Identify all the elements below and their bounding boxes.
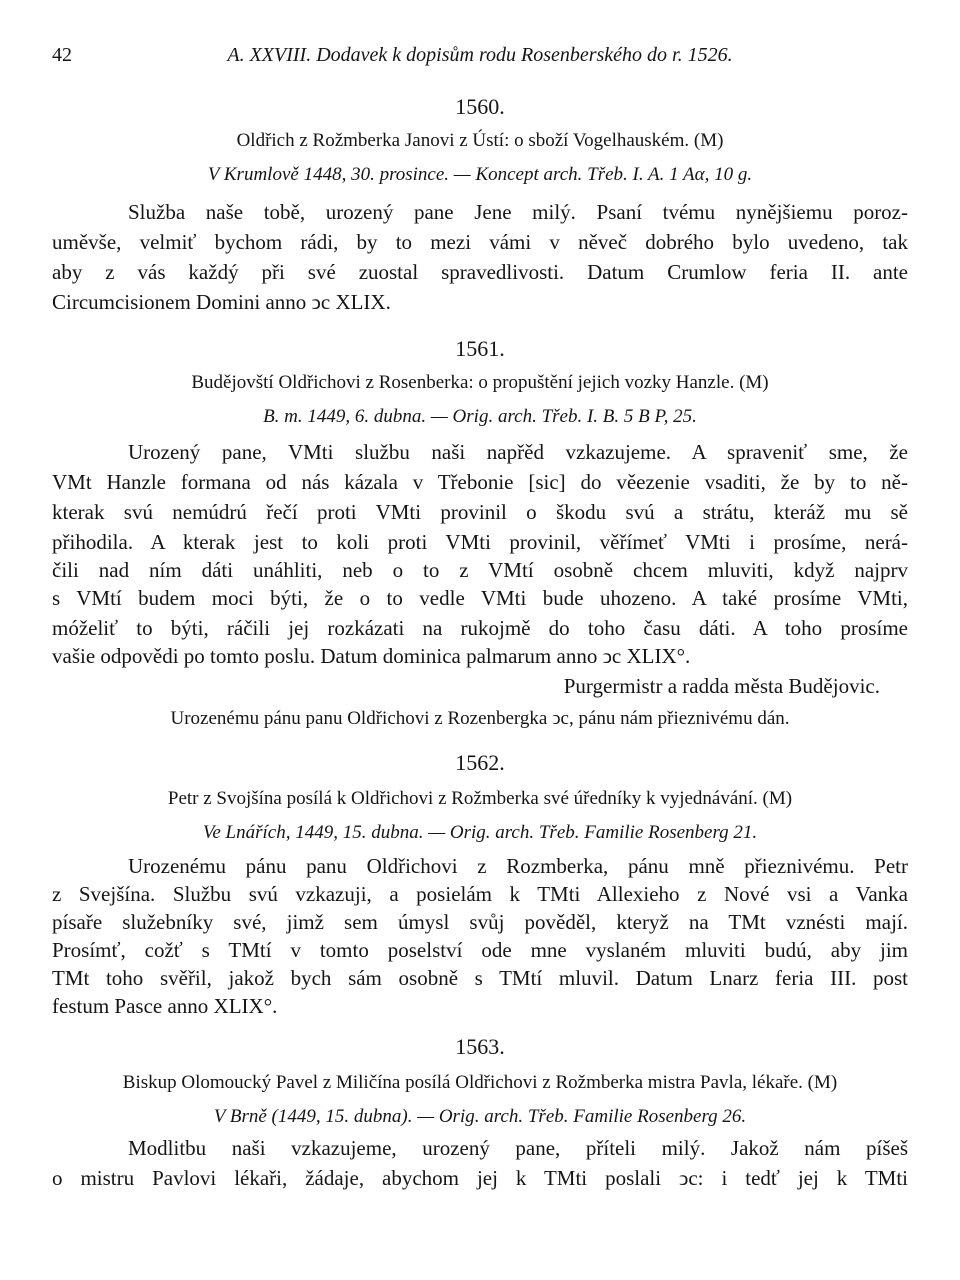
body-line: uměvše, velmiť bychom rádi, by to mezi vámi v něveč dobrého bylo uvedeno, tak [52, 230, 908, 254]
address-line: Urozenému pánu panu Oldřichovi z Rozenbergka ↄc, pánu nám přieznivému dán. [170, 708, 790, 729]
entry-source: Ve Lnářích, 1449, 15. dubna. — Orig. arch. Třeb. Familie Rosenberg 21. [202, 822, 758, 843]
entry-number: 1561. [455, 336, 505, 361]
body-line: písaře služebníky své, jimž sem úmysl svůj pověděl, kteryž na TMt vznésti mají. [52, 910, 908, 934]
entry-number: 1560. [455, 94, 505, 119]
body-line: TMt toho svěřil, jakož bych sám osobně s TMtí mluvil. Datum Lnarz feria III. post [52, 966, 908, 990]
body-line: Urozenému pánu panu Oldřichovi z Rozmberka, pánu mně přieznivému. Petr [128, 854, 908, 878]
entry-number: 1563. [455, 1034, 505, 1059]
entry-summary: Petr z Svojšína posílá k Oldřichovi z Rožmberka své úředníky k vyjednávání. (M) [167, 788, 793, 809]
entry-source: V Krumlově 1448, 30. prosince. — Koncept arch. Třeb. I. A. 1 Aα, 10 g. [207, 164, 753, 185]
running-title: A. XXVIII. Dodavek k dopisům rodu Rosenberského do r. 1526. [227, 44, 733, 66]
body-line: festum Pasce anno XLIX°. [52, 994, 278, 1018]
body-line: móželiť to býti, ráčili jej rozkázati na rukojmě do toho času dáti. A toho prosíme [52, 616, 908, 640]
body-line: kterak svú nemúdrú řečí proti VMti provinil o škodu svú a strátu, kteráž mu sě [52, 500, 908, 524]
body-line: z Svejšína. Službu svú vzkazuji, a posielám k TMti Allexieho z Nové vsi a Vanka [52, 882, 908, 906]
body-line: Urozený pane, VMti službu naši napřěd vzkazujeme. A spraveniť sme, že [128, 440, 908, 464]
entry-summary: Oldřich z Rožmberka Janovi z Ústí: o sboží Vogelhauském. (M) [236, 130, 724, 151]
entry-summary: Biskup Olomoucký Pavel z Miličína posílá Oldřichovi z Rožmberka mistra Pavla, lékaře. (M) [122, 1072, 838, 1093]
entry-source: V Brně (1449, 15. dubna). — Orig. arch. Třeb. Familie Rosenberg 26. [213, 1106, 747, 1127]
body-line: čili nad ním dáti unáhliti, neb o to z VMtí osobně chcem mluviti, když najprv [52, 558, 908, 582]
signature: Purgermistr a radda města Budějovic. [563, 674, 880, 698]
body-line: o mistru Pavlovi lékaři, žádaje, abychom jej k TMti poslali ↄc: i tedť jej k TMti [52, 1166, 908, 1190]
body-line: Prosímť, cožť s TMtí v tomto poselství ode mne vyslaném mluviti budú, aby jim [52, 938, 908, 962]
entry-source: B. m. 1449, 6. dubna. — Orig. arch. Třeb. I. B. 5 B P, 25. [263, 406, 697, 427]
body-line: aby z vás každý při své zuostal spravedlivosti. Datum Crumlow feria II. ante [52, 260, 908, 284]
entry-number: 1562. [455, 750, 505, 775]
body-line: vašie odpovědi po tomto poslu. Datum dominica palmarum anno ↄc XLIX°. [52, 644, 691, 668]
body-line: přihodila. A kterak jest to koli proti VMti provinil, věřímeť VMti i prosíme, nerá- [52, 530, 908, 554]
body-line: s VMtí budem moci býti, že o to vedle VMti bude uhozeno. A také prosíme VMti, [52, 586, 908, 610]
body-line: VMt Hanzle formana od nás kázala v Třebonie [sic] do věezenie vsaditi, že by to ně- [52, 470, 908, 494]
entry-summary: Budějovští Oldřichovi z Rosenberka: o propuštění jejich vozky Hanzle. (M) [191, 372, 769, 393]
body-line: Modlitbu naši vzkazujeme, urozený pane, příteli milý. Jakož nám píšeš [128, 1136, 908, 1160]
body-line: Služba naše tobě, urozený pane Jene milý. Psaní tvému nynějšiemu poroz- [128, 200, 908, 224]
body-line: Circumcisionem Domini anno ↄc XLIX. [52, 290, 391, 314]
page-number: 42 [52, 44, 72, 66]
